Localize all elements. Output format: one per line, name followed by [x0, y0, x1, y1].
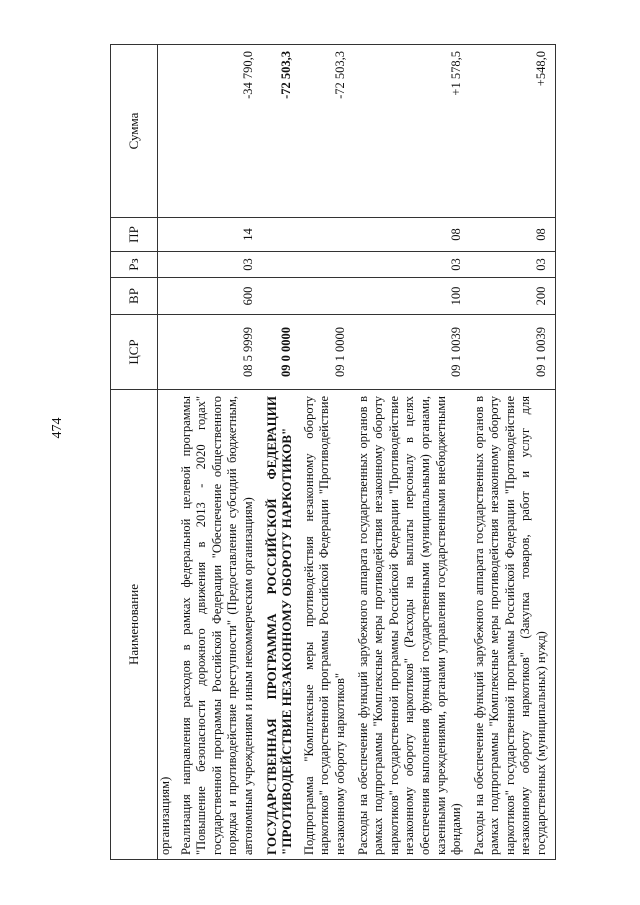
page-number: 474: [50, 417, 65, 439]
row-csr: 09 1 0039: [354, 315, 470, 390]
row-vr: [300, 278, 354, 315]
rotated-page-content: [110, 45, 549, 860]
header-pr: ПР: [111, 218, 158, 252]
row-name: Расходы на обеспечение функций зарубежного аппарата государственных органов в рамках подпрограммы "Комплексные меры противодействия незаконному обороту наркотиков" государственной программы Российской Федерации "Противодействие незаконному обороту наркотиков" (Закупка товаров, работ и услуг для государственных (муниципальных) нужд): [470, 390, 555, 860]
table-row: [158, 45, 177, 860]
row-rz: 03: [354, 252, 470, 278]
row-sum: +1 578,5: [354, 45, 470, 218]
budget-table: [110, 44, 556, 860]
row-csr: 09 0 0000: [262, 315, 300, 390]
row-vr: 200: [470, 278, 555, 315]
row-vr: 100: [354, 278, 470, 315]
header-sum: Сумма: [111, 45, 158, 218]
row-pr: 08: [354, 218, 470, 252]
table-row: [470, 45, 555, 860]
row-name: ГОСУДАРСТВЕННАЯ ПРОГРАММА РОССИЙСКОЙ ФЕДЕРАЦИИ "ПРОТИВОДЕЙСТВИЕ НЕЗАКОННОМУ ОБОРОТУ НАРКОТИКОВ": [262, 390, 300, 860]
row-vr: [262, 278, 300, 315]
row-sum: -72 503,3: [262, 45, 300, 218]
row-pr: [158, 218, 177, 252]
row-csr: 08 5 9999: [177, 315, 262, 390]
row-pr: 08: [470, 218, 555, 252]
table-row: [177, 45, 262, 860]
row-sum: +548,0: [470, 45, 555, 218]
row-pr: [262, 218, 300, 252]
row-vr: [158, 278, 177, 315]
row-name: Подпрограмма "Комплексные меры противодействия незаконному обороту наркотиков" государственной программы Российской Федерации "Противодействие незаконному обороту наркотиков": [300, 390, 354, 860]
row-rz: [158, 252, 177, 278]
row-rz: [300, 252, 354, 278]
row-sum: -72 503,3: [300, 45, 354, 218]
row-pr: 14: [177, 218, 262, 252]
table-row: [354, 45, 470, 860]
header-name: Наименование: [111, 390, 158, 860]
row-rz: 03: [470, 252, 555, 278]
row-name: Реализация направления расходов в рамках федеральной целевой программы "Повышение безопасности дорожного движения в 2013 - 2020 годах" государственной программы Российской Федерации "Обеспечение общественного порядка и противодействие преступности" (Предоставление субсидий бюджетным, автономным учреждениям и иным некоммерческим организациям): [177, 390, 262, 860]
row-pr: [300, 218, 354, 252]
header-rz: Рз: [111, 252, 158, 278]
header-csr: ЦСР: [111, 315, 158, 390]
row-rz: [262, 252, 300, 278]
header-vr: ВР: [111, 278, 158, 315]
row-sum: -34 790,0: [177, 45, 262, 218]
table-row: [262, 45, 300, 860]
row-name: организациям): [158, 390, 177, 860]
row-sum: [158, 45, 177, 218]
row-csr: 09 1 0039: [470, 315, 555, 390]
row-name: Расходы на обеспечение функций зарубежного аппарата государственных органов в рамках подпрограммы "Комплексные меры противодействия незаконному обороту наркотиков" государственной программы Российской Федерации "Противодействие незаконному обороту наркотиков" (Расходы на выплаты персоналу в целях обеспечения выполнения функций государственными (муниципальными) органами, казенными учреждениями, органами управления государственными внебюджетными фондами): [354, 390, 470, 860]
row-csr: [158, 315, 177, 390]
table-header-row: [111, 45, 158, 860]
table-row: [300, 45, 354, 860]
row-rz: 03: [177, 252, 262, 278]
row-vr: 600: [177, 278, 262, 315]
row-csr: 09 1 0000: [300, 315, 354, 390]
